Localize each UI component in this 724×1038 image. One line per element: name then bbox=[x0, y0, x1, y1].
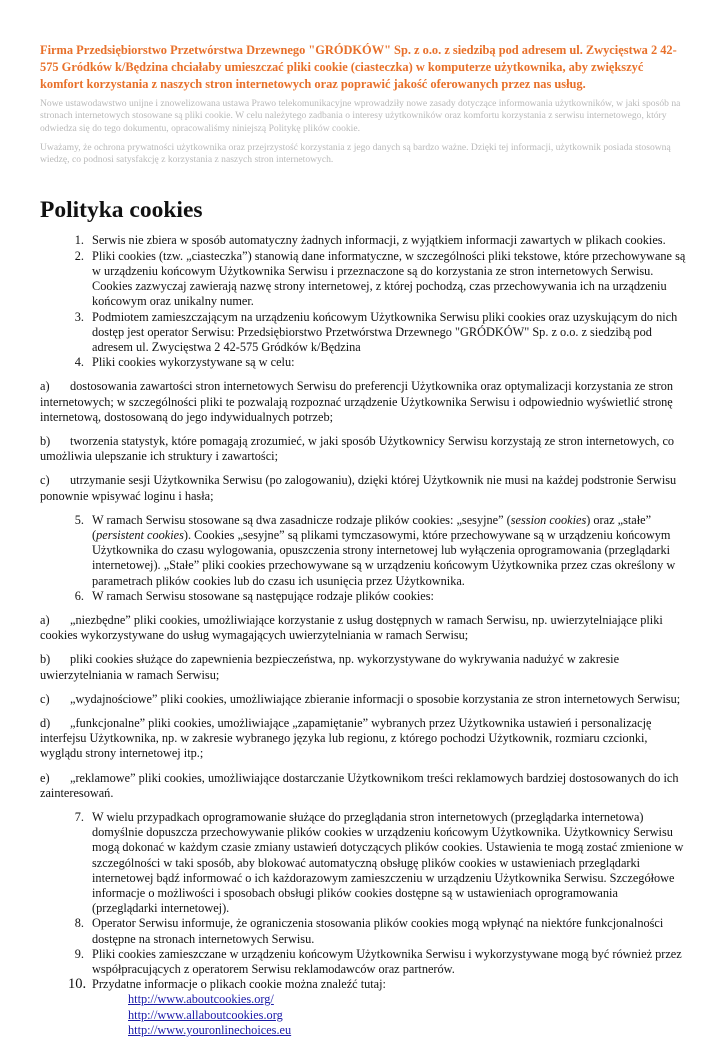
intro-heading: Firma Przedsiębiorstwo Przetwórstwa Drzewnego "GRÓDKÓW" Sp. z o.o. z siedzibą pod adresem ul. Zwycięstwa 2 42-575 Gródków k/Będzina chciałaby umieszczać pliki cookie (ciasteczka) w komputerze użytkownika, aby zwiększyć komfort korzystania z naszych stron internetowych oraz poprawić jakość oferowanych przez nas usług. bbox=[40, 43, 677, 91]
page-title: Polityka cookies bbox=[40, 197, 203, 224]
link-aboutcookies[interactable]: http://www.aboutcookies.org/ bbox=[128, 992, 274, 1007]
list-item: 7. W wielu przypadkach oprogramowanie służące do przeglądania stron internetowych (przeglądarka internetowa) domyślnie dopuszcza przechowywanie plików cookies w urządzeniu końcowym Użytkownika. Użytkownicy Serwisu mogą dokonać w każdym czasie zmiany ustawień dotyczących plików cookies. Ustawienia te mogą zostać zmienione w szczególności w taki sposób, aby blokować automatyczną obsługę plików cookies w ustawieniach przeglądarki internetowej bądź informować o ich każdorazowym zamieszczeniu w urządzeniu Użytkownika Serwisu. Szczegółowe informacje o możliwości i sposobach obsługi plików cookies dostępne są w ustawieniach oprogramowania (przeglądarki internetowej). bbox=[74, 809, 684, 916]
policy-list-2 bbox=[40, 513, 686, 604]
policy-body bbox=[40, 233, 686, 1038]
cookie-type-c: c) „wydajnościowe” pliki cookies, umożliwiające zbieranie informacji o sposobie korzystania ze stron internetowych Serwisu; bbox=[40, 691, 681, 706]
policy-list-1 bbox=[40, 233, 686, 370]
intro-note-1: Nowe ustawodawstwo unijne i znowelizowana ustawa Prawo telekomunikacyjne wprowadziły nowe zasady dotyczące informowania użytkowników, w jaki sposób na stronach internetowych stosowane są pliki cookie. W celu należytego zadbania o interesy użytkowników oraz komfortu korzystania z serwisu internetowego, który odwiedza się do tego dokumentu, opracowaliśmy niniejszą Politykę plików cookie. bbox=[40, 98, 681, 134]
list-item: 9. Pliki cookies zamieszczane w urządzeniu końcowym Użytkownika Serwisu i wykorzystywane mogą być również przez współpracujących z operatorem Serwisu reklamodawców oraz partnerów. bbox=[74, 946, 682, 977]
purpose-a: a) dostosowania zawartości stron internetowych Serwisu do preferencji Użytkownika oraz optymalizacji korzystania ze stron internetowych; w szczególności pliki te pozwalają rozpoznać urządzenie Użytkownika Serwisu i odpowiednio wyświetlić stronę internetową, dostosowaną do jego indywidualnych potrzeb; bbox=[40, 379, 674, 424]
policy-list-3 bbox=[40, 810, 686, 992]
document-page bbox=[40, 42, 686, 1038]
list-item: 8. Operator Serwisu informuje, że ograniczenia stosowania plików cookies mogą wpłynąć na niektóre funkcjonalności dostępne na stronach internetowych Serwisu. bbox=[74, 916, 664, 946]
list-item: 3. Podmiotem zamieszczającym na urządzeniu końcowym Użytkownika Serwisu pliki cookies oraz uzyskującym do nich dostęp jest operator Serwisu: Przedsiębiorstwo Przetwórstwa Drzewnego "GRÓDKÓW" Sp. z o.o. z siedzibą pod adresem ul. Zwycięstwa 2 42-575 Gródków k/Będzina bbox=[74, 309, 678, 354]
purpose-b: b) tworzenia statystyk, które pomagają zrozumieć, w jaki sposób Użytkownicy Serwisu korzystają ze stron internetowych, co umożliwia ulepszanie ich struktury i zawartości; bbox=[40, 433, 675, 464]
list-item: 1. Serwis nie zbiera w sposób automatyczny żadnych informacji, z wyjątkiem informacji zawartych w plikach cookies. bbox=[74, 233, 666, 248]
list-item: 4. Pliki cookies wykorzystywane są w celu: bbox=[74, 355, 295, 370]
list-item: 5. W ramach Serwisu stosowane są dwa zasadnicze rodzaje plików cookies: „sesyjne” (session cookies) oraz „stałe” (persistent cookies). Cookies „sesyjne” są plikami tymczasowymi, które przechowywane są w urządzeniu końcowym Użytkownika do czasu wylogowania, opuszczenia strony internetowej lub wyłączenia oprogramowania (przeglądarki internetowej). „Stałe” pliki cookies przechowywane są w urządzeniu końcowym Użytkownika przez czas określony w parametrach plików cookies lub do czasu ich usunięcia przez Użytkownika. bbox=[74, 512, 676, 588]
intro-note-2: Uważamy, że ochrona prywatności użytkownika oraz przejrzystość korzystania z jego danych są bardzo ważne. Dzięki tej informacji, użytkownik posiada stosowną wiedzę, co podnosi satysfakcję z korzystania z naszych stron internetowych. bbox=[40, 141, 671, 166]
cookie-type-b: b) pliki cookies służące do zapewnienia bezpieczeństwa, np. wykorzystywane do wykrywania nadużyć w zakresie uwierzytelniania w ramach Serwisu; bbox=[40, 652, 620, 682]
list-item: 10. Przydatne informacje o plikach cookie można znaleźć tutaj: bbox=[68, 976, 386, 993]
list-item: 6. W ramach Serwisu stosowane są następujące rodzaje plików cookies: bbox=[74, 588, 434, 603]
link-allaboutcookies[interactable]: http://www.allaboutcookies.org bbox=[128, 1007, 283, 1022]
cookie-type-a: a) „niezbędne” pliki cookies, umożliwiające korzystanie z usług dostępnych w ramach Serwisu, np. uwierzytelniające pliki cookies wykorzystywane do usług wymagających uwierzytelniania w ramach Serwisu; bbox=[40, 612, 663, 643]
links-list bbox=[40, 992, 686, 1038]
purpose-c: c) utrzymanie sesji Użytkownika Serwisu (po zalogowaniu), dzięki której Użytkownik nie musi na każdej podstronie Serwisu ponownie wpisywać loginu i hasła; bbox=[40, 473, 677, 503]
cookie-type-d: d) „funkcjonalne” pliki cookies, umożliwiające „zapamiętanie” wybranych przez Użytkownika ustawień i personalizację interfejsu Użytkownika, np. w zakresie wybranego języka lub regionu, z którego pochodzi Użytkownik, rozmiaru czcionki, wyglądu strony internetowej itp.; bbox=[40, 715, 652, 761]
cookie-type-e: e) „reklamowe” pliki cookies, umożliwiające dostarczanie Użytkownikom treści reklamowych bardziej dostosowanych do ich zainteresowań. bbox=[40, 770, 679, 800]
list-item: 2. Pliki cookies (tzw. „ciasteczka”) stanowią dane informatyczne, w szczególności pliki tekstowe, które przechowywane są w urządzeniu końcowym Użytkownika Serwisu i przeznaczone są do korzystania ze stron internetowych Serwisu. Cookies zazwyczaj zawierają nazwę strony internetowej, z której pochodzą, czas przechowywania ich na urządzeniu końcowym oraz unikalny numer. bbox=[74, 248, 686, 309]
link-youronlinechoices[interactable]: http://www.youronlinechoices.eu bbox=[128, 1022, 292, 1037]
